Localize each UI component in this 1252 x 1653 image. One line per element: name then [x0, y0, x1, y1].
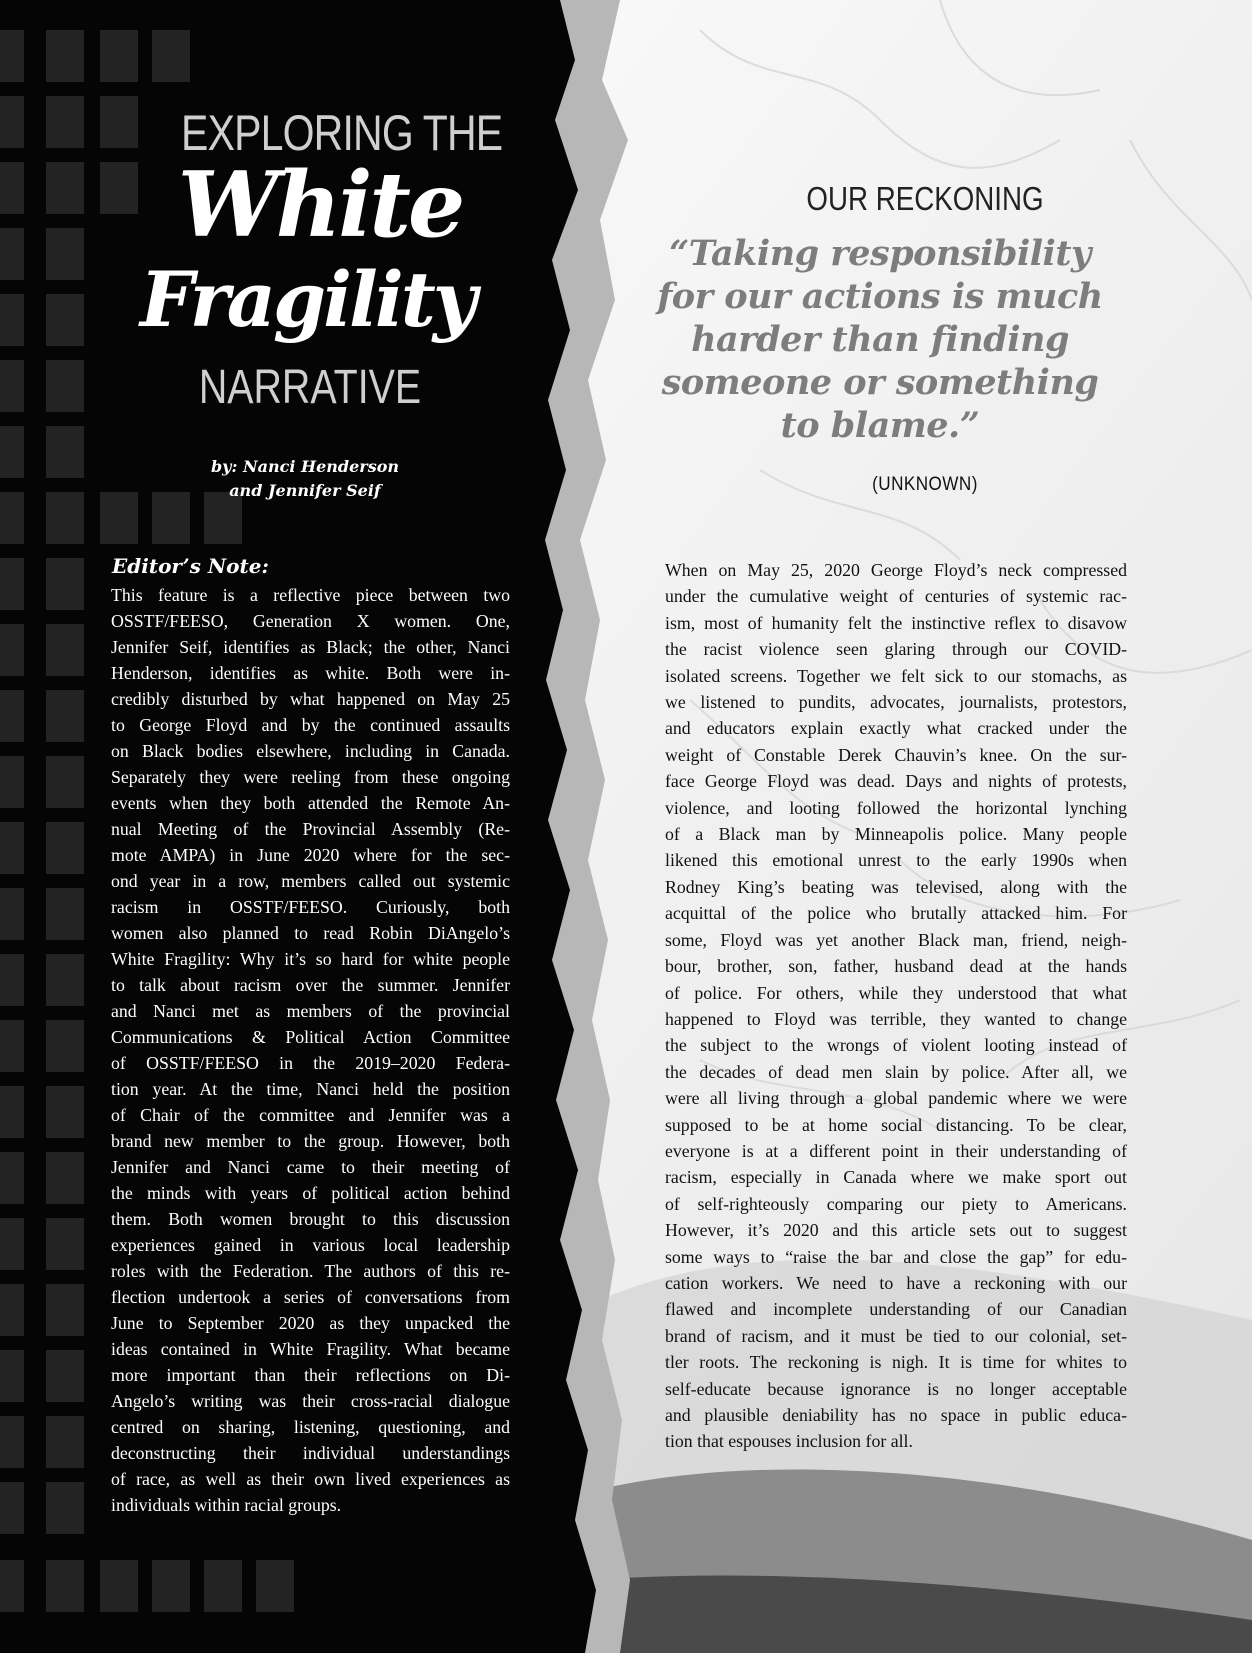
- editors-note-line: the minds with years of political action behind: [111, 1183, 510, 1203]
- article-body-line: and plausible deniability has no space in public educa-: [665, 1405, 1127, 1425]
- article-body-line: likened this emotional unrest to the early 1990s when: [665, 850, 1127, 871]
- byline-line-1: by: Nanci Henderson: [210, 457, 399, 476]
- editors-note-heading: Editor’s Note:: [112, 554, 269, 578]
- article-body-line: face George Floyd was dead. Days and nights of protests,: [665, 771, 1127, 792]
- editors-note-line: Henderson, identifies as white. Both were in-: [111, 663, 510, 683]
- editors-note-line: of Chair of the committee and Jennifer was a: [111, 1105, 510, 1125]
- editors-note-body: [111, 582, 510, 1518]
- pull-quote-line: to blame.”: [780, 405, 980, 446]
- article-body-line: the racist violence seen glaring through our COVID-: [665, 639, 1127, 660]
- article-body-line: bour, brother, son, father, husband dead at the hands: [665, 956, 1127, 977]
- editors-note-line: of OSSTF/FEESO in the 2019–2020 Federa-: [111, 1053, 510, 1073]
- pull-quote-line: someone or something: [661, 362, 1099, 403]
- editors-note-line: Jennifer Seif, identifies as Black; the other, Nanci: [111, 637, 510, 657]
- quote-attribution: (UNKNOWN): [872, 474, 978, 495]
- article-body-line: When on May 25, 2020 George Floyd’s neck compressed: [665, 560, 1127, 580]
- article-body-line: acquittal of the police who brutally attacked him. For: [665, 903, 1127, 924]
- article-body-line: some, Floyd was yet another Black man, friend, neigh-: [665, 929, 1127, 950]
- editors-note-line: centred on sharing, listening, questioning, and: [111, 1417, 510, 1437]
- editors-note-line: This feature is a reflective piece between two: [111, 585, 510, 605]
- editors-note-line: brand new member to the group. However, both: [111, 1131, 510, 1151]
- article-body-line: of a Black man by Minneapolis police. Many people: [665, 824, 1127, 845]
- editors-note-line: ond year in a row, members called out systemic: [111, 871, 510, 891]
- editors-note-line: and Nanci met as members of the provincial: [111, 1001, 510, 1021]
- editors-note-line: Angelo’s writing was their cross-racial dialogue: [111, 1391, 510, 1411]
- article-body-line: were all living through a global pandemic where we were: [665, 1088, 1127, 1109]
- editors-note-line: of race, as well as their own lived experiences as: [111, 1469, 510, 1489]
- editors-note-line: OSSTF/FEESO, Generation X women. One,: [111, 611, 510, 631]
- article-body-line: supposed to be at home social distancing. To be clear,: [665, 1114, 1127, 1135]
- article-body-line: weight of Constable Derek Chauvin’s knee. On the sur-: [665, 744, 1127, 765]
- editors-note-line: individuals within racial groups.: [111, 1495, 342, 1515]
- editors-note-line: to talk about racism over the summer. Jennifer: [111, 975, 510, 995]
- article-body-line: tler roots. The reckoning is nigh. It is time for whites to: [665, 1352, 1127, 1373]
- editors-note-line: to George Floyd and by the continued assaults: [111, 715, 510, 735]
- editors-note-line: mote AMPA) in June 2020 where for the sec-: [111, 845, 510, 865]
- editors-note-line: credibly disturbed by what happened on May 25: [111, 689, 510, 709]
- title-narrative: NARRATIVE: [198, 361, 422, 414]
- editors-note-line: racism in OSSTF/FEESO. Curiously, both: [111, 897, 510, 917]
- editors-note-line: experiences gained in various local leadership: [111, 1235, 510, 1255]
- article-body-line: of police. For others, while they understood that what: [665, 982, 1127, 1003]
- pull-quote-line: harder than finding: [691, 319, 1069, 360]
- byline-line-2: and Jennifer Seif: [229, 481, 381, 500]
- editors-note-line: Jennifer and Nanci came to their meeting of: [111, 1157, 510, 1177]
- title-exploring-the: EXPLORING THE: [181, 105, 503, 161]
- editors-note-line: on Black bodies elsewhere, including in Canada.: [111, 741, 510, 761]
- editors-note-line: events when they both attended the Remote An-: [111, 793, 510, 813]
- editors-note-line: women also planned to read Robin DiAngelo’s: [111, 923, 510, 943]
- pull-quote-line: “Taking responsibility: [669, 233, 1091, 274]
- article-body-line: self-educate because ignorance is no longer acceptable: [665, 1378, 1127, 1399]
- editors-note-line: Separately they were reeling from these ongoing: [111, 767, 510, 787]
- article-body-line: isolated screens. Together we felt sick to our stomachs, as: [665, 665, 1127, 686]
- editors-note-line: ideas contained in White Fragility. What became: [111, 1339, 510, 1359]
- byline: [160, 455, 450, 503]
- article-body-line: ism, most of humanity felt the instinctive reflex to disavow: [665, 612, 1127, 633]
- article-body-line: Rodney King’s beating was televised, along with the: [665, 876, 1127, 897]
- pull-quote: [630, 232, 1130, 447]
- editors-note-line: White Fragility: Why it’s so hard for white people: [111, 949, 510, 969]
- article-body-line: happened to Floyd was terrible, they wanted to change: [665, 1008, 1127, 1029]
- article-body-line: under the cumulative weight of centuries of systemic rac-: [665, 586, 1127, 607]
- article-body-line: flawed and incomplete understanding of our Canadian: [665, 1299, 1127, 1320]
- article-body-line: everyone is at a different point in their understanding of: [665, 1140, 1127, 1161]
- article-body-line: brand of racism, and it must be tied to our colonial, set-: [665, 1325, 1127, 1346]
- article-body-line: some ways to “raise the bar and close the gap” for edu-: [665, 1246, 1127, 1267]
- editors-note-line: more important than their reflections on Di-: [111, 1365, 510, 1385]
- editors-note-line: nual Meeting of the Provincial Assembly (Re-: [111, 819, 510, 839]
- article-body-line: and educators explain exactly what cracked under the: [665, 718, 1127, 739]
- editors-note-line: roles with the Federation. The authors of this re-: [111, 1261, 510, 1281]
- article-body-line: However, it’s 2020 and this article sets out to suggest: [665, 1220, 1127, 1241]
- article-body-line: racism, especially in Canada where we make sport out: [665, 1167, 1127, 1188]
- title-fragility: Fragility: [140, 255, 474, 344]
- editors-note-line: June to September 2020 as they unpacked the: [111, 1313, 510, 1333]
- article-body-line: tion that espouses inclusion for all.: [665, 1431, 913, 1452]
- pull-quote-line: for our actions is much: [657, 276, 1103, 317]
- article-body-line: the subject to the wrongs of violent looting instead of: [665, 1035, 1127, 1056]
- editors-note-line: flection undertook a series of conversations from: [111, 1287, 510, 1307]
- article-body-line: cation workers. We need to have a reckoning with our: [665, 1272, 1127, 1293]
- article-body-line: the decades of dead men slain by police. After all, we: [665, 1061, 1127, 1082]
- title-white: White: [177, 152, 463, 258]
- editors-note-line: them. Both women brought to this discussion: [111, 1209, 510, 1229]
- editors-note-line: tion year. At the time, Nanci held the position: [111, 1079, 510, 1099]
- section-heading: OUR RECKONING: [806, 180, 1044, 217]
- article-body: [665, 557, 1127, 1455]
- article-body-line: we listened to pundits, advocates, journalists, protestors,: [665, 692, 1127, 713]
- article-body-line: of self-righteously comparing our piety to Americans.: [665, 1193, 1127, 1214]
- editors-note-line: deconstructing their individual understandings: [111, 1443, 510, 1463]
- article-body-line: violence, and looting followed the horizontal lynching: [665, 797, 1127, 818]
- editors-note-line: Communications & Political Action Committee: [111, 1027, 510, 1047]
